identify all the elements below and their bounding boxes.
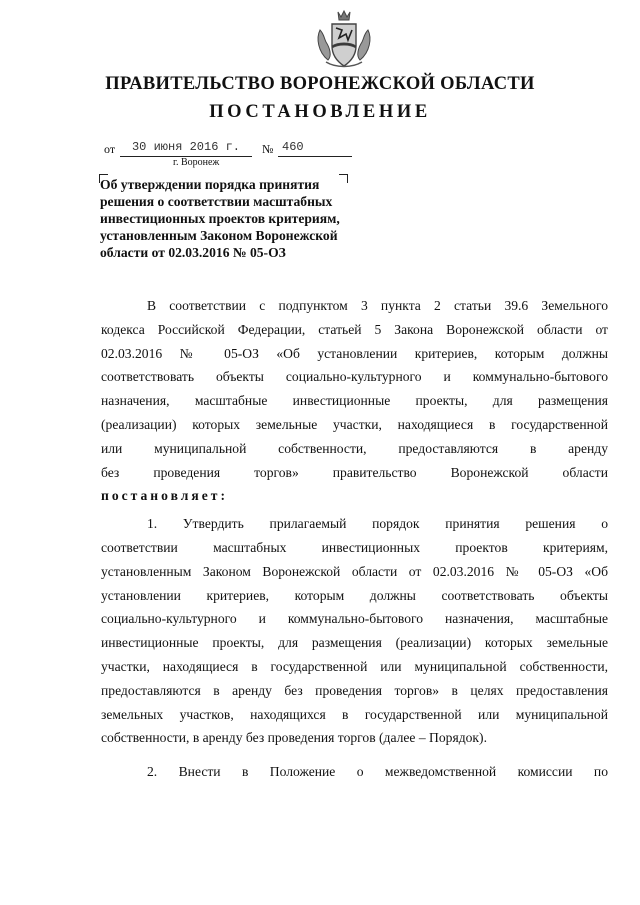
preamble-line: без проведения торгов» правительство Воронежской области bbox=[101, 464, 608, 480]
preamble-line: или муниципальной собственности, предоставляются в аренду bbox=[101, 440, 608, 456]
preamble-line: кодекса Российской Федерации, статьей 5 Закона Воронежской области от bbox=[101, 321, 608, 337]
item2-line: 2. Внести в Положение о межведомственной комиссии по bbox=[147, 764, 608, 780]
item1-line: 1. Утвердить прилагаемый порядок принятия решения о bbox=[147, 516, 608, 532]
document-body bbox=[101, 294, 608, 784]
government-name: ПРАВИТЕЛЬСТВО ВОРОНЕЖСКОЙ ОБЛАСТИ bbox=[105, 74, 535, 94]
date-label: от bbox=[104, 142, 116, 156]
number-label: № bbox=[262, 142, 274, 156]
preamble-line: назначения, масштабные инвестиционные проекты, для размещения bbox=[101, 393, 608, 409]
city-label: г. Воронеж bbox=[173, 157, 220, 168]
item1-line: соответствии масштабных инвестиционных проектов критериям, bbox=[101, 539, 608, 555]
title-line: Об утверждении порядка принятия bbox=[100, 177, 320, 192]
item1-line: предоставляются в аренду без проведения торгов» в целях предоставления bbox=[101, 682, 608, 698]
item1-line: установленным Законом Воронежской области от 02.03.2016 № 05-ОЗ «Об bbox=[101, 563, 608, 579]
item1-line: земельных участков, находящихся в государственной или муниципальной bbox=[101, 706, 608, 722]
date-field: 30 июня 2016 г. bbox=[120, 138, 252, 157]
item1-line: социально-культурного и коммунально-бытового назначения, масштабные bbox=[101, 611, 608, 627]
number-field: 460 bbox=[278, 138, 352, 157]
document-title bbox=[100, 176, 360, 261]
item1-line: участки, находящиеся в государственной или муниципальной собственности, bbox=[101, 658, 608, 674]
title-line: установленным Законом Воронежской bbox=[100, 228, 338, 243]
preamble-line: 02.03.2016 № 05-ОЗ «Об установлении критериев, которым должны bbox=[101, 345, 608, 361]
document-meta bbox=[104, 139, 404, 159]
item1-last-line: собственности, в аренду без проведения торгов (далее – Порядок). bbox=[101, 730, 487, 746]
title-line: области от 02.03.2016 № 05-ОЗ bbox=[100, 245, 286, 260]
document-type: ПОСТАНОВЛЕНИЕ bbox=[209, 102, 431, 122]
preamble-line: В соответствии с подпунктом 3 пункта 2 статьи 39.6 Земельного bbox=[147, 298, 608, 313]
coat-of-arms-icon bbox=[312, 8, 376, 72]
preamble-line: (реализации) которых земельные участки, находящиеся в государственной bbox=[101, 416, 608, 432]
item1-line: установлении критериев, которым должны соответствовать объекты bbox=[101, 587, 608, 603]
item1-line: инвестиционные проекты, для размещения (реализации) которых земельные bbox=[101, 635, 608, 651]
title-line: решения о соответствии масштабных bbox=[100, 194, 333, 209]
preamble-line: соответствовать объекты социально-культурного и коммунально-бытового bbox=[101, 369, 608, 385]
resolves-word: постановляет: bbox=[101, 488, 228, 504]
title-line: инвестиционных проектов критериям, bbox=[100, 211, 340, 226]
